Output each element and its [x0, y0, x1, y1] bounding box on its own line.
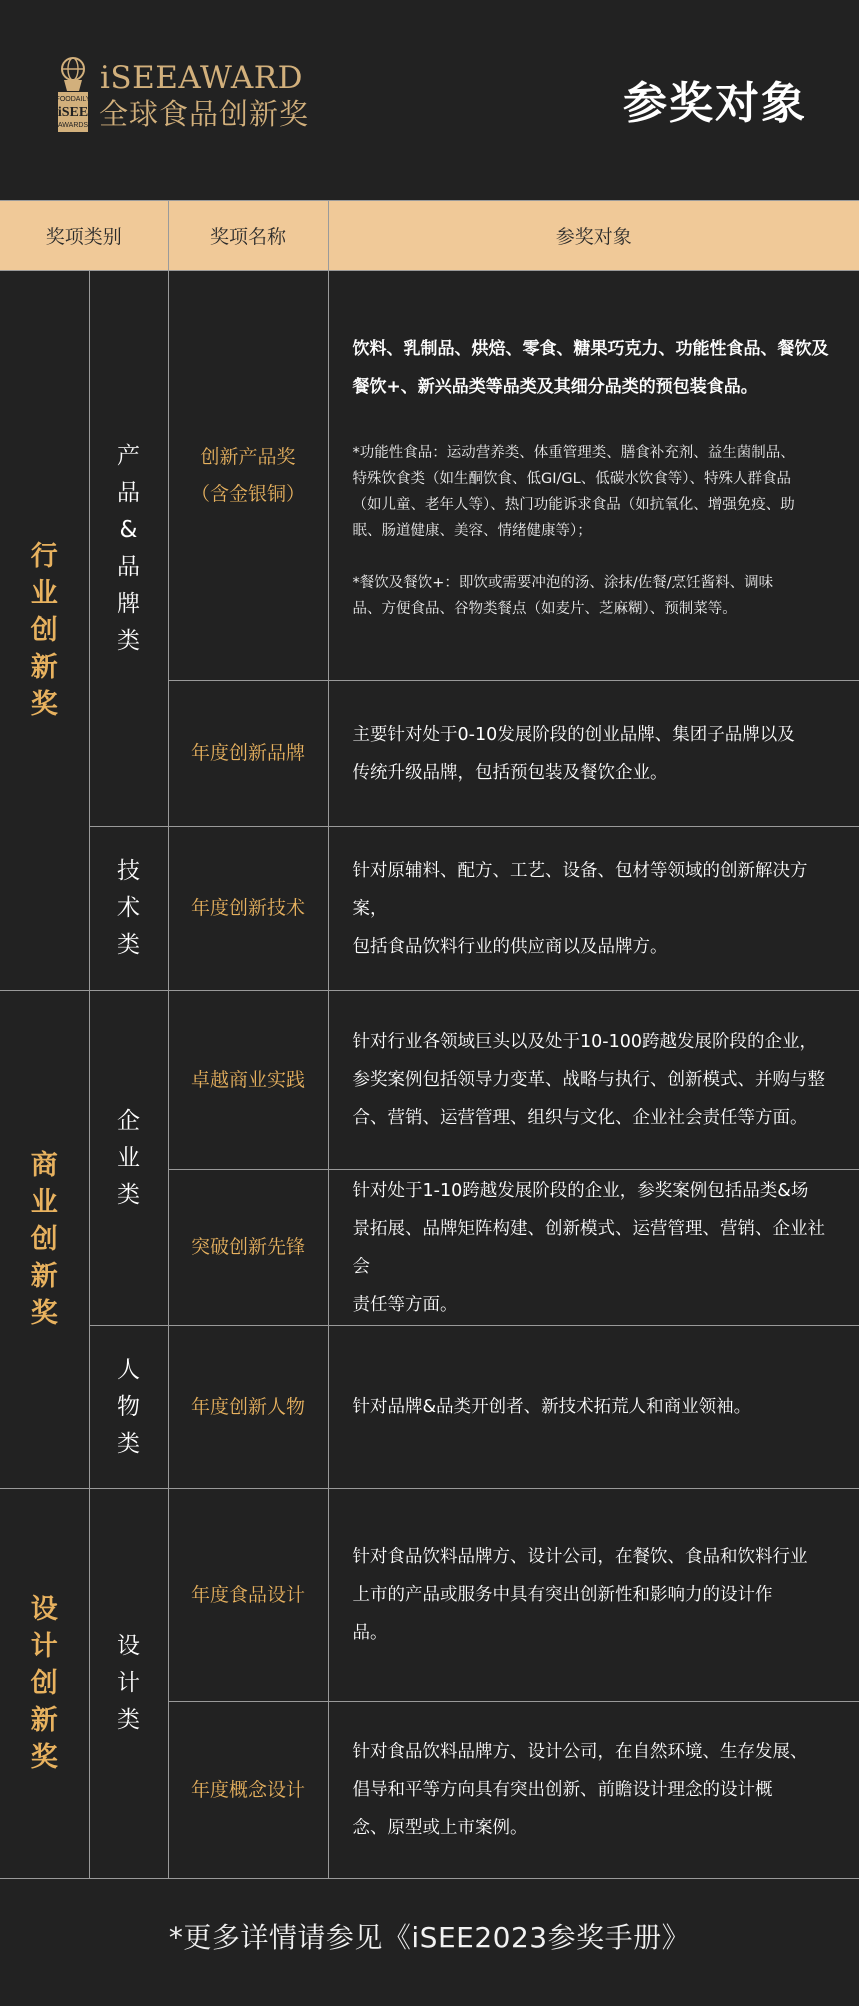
table-row	[0, 271, 859, 681]
emblem-top-text: FOODAILY	[55, 96, 91, 103]
award-table-wrapper	[0, 200, 859, 1879]
category-business-innovation: 商 业 创 新 奖	[0, 991, 89, 1489]
table-row	[0, 991, 859, 1170]
table-header-row	[0, 201, 859, 271]
emblem-mid-text: iSEE	[57, 105, 89, 120]
award-innovative-technology: 年度创新技术	[168, 827, 328, 991]
header-category: 奖项类别	[0, 201, 168, 271]
page-header	[0, 0, 859, 200]
table-row	[0, 1326, 859, 1489]
table-row	[0, 1489, 859, 1702]
category-industry-innovation: 行 业 创 新 奖	[0, 271, 89, 991]
footer-note: *更多详情请参见《iSEE2023参奖手册》	[168, 1921, 691, 1954]
subcategory-people: 人 物 类	[89, 1326, 168, 1489]
award-description: 针对行业各领域巨头以及处于10-100跨越发展阶段的企业， 参奖案例包括领导力变革、战略与执行、创新模式、并购与整 合、营销、运营管理、组织与文化、企业社会责任等方面。	[328, 991, 859, 1170]
logo-english-text: iSEEAWARD	[100, 60, 303, 96]
header-eligibility: 参奖对象	[328, 201, 859, 271]
award-breakthrough-pioneer: 突破创新先锋	[168, 1170, 328, 1326]
category-design-innovation: 设 计 创 新 奖	[0, 1489, 89, 1879]
award-business-excellence: 卓越商业实践	[168, 991, 328, 1170]
table-row	[0, 827, 859, 991]
page-title: 参奖对象	[623, 78, 807, 129]
subcategory-enterprise: 企 业 类	[89, 991, 168, 1326]
award-concept-design: 年度概念设计	[168, 1702, 328, 1879]
award-innovative-person: 年度创新人物	[168, 1326, 328, 1489]
award-table	[0, 200, 859, 1879]
subcategory-technology: 技 术 类	[89, 827, 168, 991]
emblem-bottom-text: AWARDS	[57, 122, 89, 129]
subcategory-design: 设 计 类	[89, 1489, 168, 1879]
award-description: 针对食品饮料品牌方、设计公司，在自然环境、生存发展、 倡导和平等方向具有突出创新、前瞻设计理念的设计概 念、原型或上市案例。	[328, 1702, 859, 1879]
award-description: 针对食品饮料品牌方、设计公司，在餐饮、食品和饮料行业 上市的产品或服务中具有突出创新性和影响力的设计作 品。	[328, 1489, 859, 1702]
award-description: 主要针对处于0-10发展阶段的创业品牌、集团子品牌以及 传统升级品牌，包括预包装及餐饮企业。	[328, 681, 859, 827]
award-innovative-brand: 年度创新品牌	[168, 681, 328, 827]
header-award-name: 奖项名称	[168, 201, 328, 271]
award-food-design: 年度食品设计	[168, 1489, 328, 1702]
award-description: 针对处于1-10跨越发展阶段的企业，参奖案例包括品类&场 景拓展、品牌矩阵构建、创新模式、运营管理、营销、企业社会 责任等方面。	[328, 1170, 859, 1326]
award-description: 针对品牌&品类开创者、新技术拓荒人和商业领袖。	[328, 1326, 859, 1489]
isee-award-logo	[52, 55, 312, 135]
award-innovative-product: 创新产品奖 （含金银铜）	[168, 271, 328, 681]
award-description: 饮料、乳制品、烘焙、零食、糖果巧克力、功能性食品、餐饮及 餐饮+、新兴品类等品类及其细分品类的预包装食品。 *功能性食品：运动营养类、体重管理类、膳食补充剂、益生菌制品、 特殊饮食类（如生酮饮食、低GI/GL、低碳水饮食等）、特殊人群食品 （如儿童、老年人等）、热门功能诉求食品（如抗氧化、增强免疫、助 眠、肠道健康、美容、情绪健康等）； *餐饮及餐饮+：即饮或需要冲泡的汤、涂抹/佐餐/烹饪酱料、调味 品、方便食品、谷物类餐点（如麦片、芝麻糊）、预制菜等。	[328, 271, 859, 681]
trophy-emblem-icon	[52, 55, 94, 133]
subcategory-product-brand: 产 品 & 品 牌 类	[89, 271, 168, 827]
logo-chinese-text: 全球食品创新奖	[99, 97, 310, 131]
award-description: 针对原辅料、配方、工艺、设备、包材等领域的创新解决方案， 包括食品饮料行业的供应商以及品牌方。	[328, 827, 859, 991]
